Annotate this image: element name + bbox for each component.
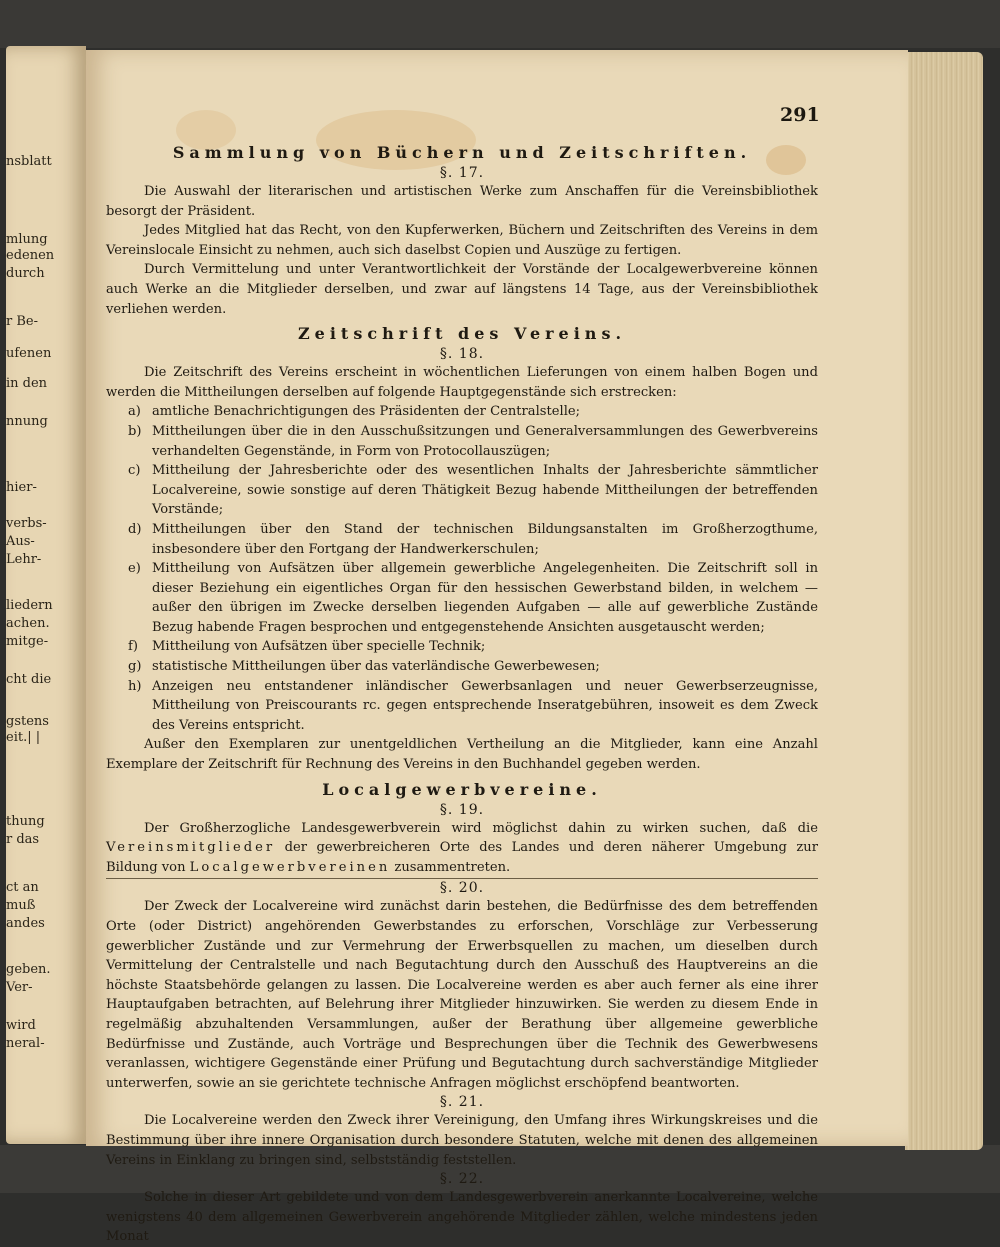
paragraph: Außer den Exemplaren zur unentgeldlichen Vertheilung an die Mitglieder, kann eine Anzahl Exemplare der Zeitschrift für Rechnung des Vereins in den Buchhandel gegeben werden.	[106, 737, 818, 773]
item-list	[106, 402, 818, 735]
left-page-fragment: ufenen	[6, 346, 52, 361]
left-page-fragment: thung	[6, 814, 45, 829]
left-page-fragment: wird	[6, 1018, 36, 1033]
text-run: zusammentreten.	[390, 859, 511, 875]
left-page-fragment: in den	[6, 376, 48, 391]
page-edge	[905, 52, 983, 1150]
item-text: amtliche Benachrichtigungen des Präsidenten der Centralstelle;	[152, 404, 581, 420]
item-text: Mittheilungen über den Stand der technischen Bildungsanstalten im Großherzogthume, insbesondere über den Fortgang der Handwerkerschulen;	[152, 521, 818, 557]
left-page-fragment: mitge-	[6, 634, 49, 649]
item-label: h)	[128, 678, 142, 694]
item-text: Mittheilungen über die in den Ausschußsitzungen und Generalversammlungen des Gewerbvereins verhandelten Gegenstände, in Form von Protocollauszügen;	[152, 423, 818, 459]
item-text: Mittheilung von Aufsätzen über specielle Technik;	[152, 639, 486, 655]
left-page-fragment: liedern	[6, 598, 53, 613]
paragraph: Die Localvereine werden den Zweck ihrer Vereinigung, den Umfang ihres Wirkungskreises und die Bestimmung über ihre innere Organisation durch besondere Statuten, welche mit denen des allgemeinen Vereins in Einklang zu bringen sind, selbstständig feststellen.	[106, 1113, 818, 1168]
left-page	[6, 46, 86, 1144]
left-page-fragment: muß	[6, 898, 36, 913]
item-label: a)	[128, 404, 141, 420]
left-page-fragment: andes	[6, 916, 45, 931]
list-item	[106, 422, 818, 461]
list-item	[106, 657, 818, 677]
item-label: e)	[128, 561, 141, 577]
left-page-fragment: mlung	[6, 232, 48, 247]
text-run: der gewerbreicheren Orte des Landes und deren näherer Umgebung zur Bildung von	[106, 840, 818, 875]
left-page-fragment: ct an	[6, 880, 39, 895]
item-label: b)	[128, 423, 142, 439]
section-heading: Localgewerbvereine.	[322, 779, 602, 799]
paragraph: Die Zeitschrift des Vereins erscheint in wöchentlichen Lieferungen von einem halben Bogen und werden die Mittheilungen derselben auf folgende Hauptgegenstände sich erstrecken:	[106, 365, 818, 400]
left-page-fragment: Ver-	[6, 980, 33, 995]
left-page-fragment: Aus-	[6, 534, 35, 549]
left-page-fragment: hier-	[6, 480, 37, 495]
paragraph-number: §. 17.	[439, 165, 485, 181]
text-run: Der Großherzogliche Landesgewerbverein wird möglichst dahin zu wirken suchen, daß die	[144, 820, 818, 836]
left-page-fragment: r Be-	[6, 314, 38, 329]
left-page-fragment: Lehr-	[6, 552, 42, 567]
left-page-fragment: edenen	[6, 248, 55, 263]
paragraph-number: §. 20.	[439, 880, 485, 897]
left-page-fragment: cht die	[6, 672, 52, 687]
paragraph: Die Auswahl der literarischen und artistischen Werke zum Anschaffen für die Vereinsbibliothek besorgt der Präsident.	[106, 184, 818, 219]
left-page-fragment: verbs-	[6, 516, 47, 531]
left-page-fragment: r das	[6, 832, 40, 847]
item-text: statistische Mittheilungen über das vaterländische Gewerbewesen;	[152, 659, 600, 675]
page-content	[106, 142, 818, 1247]
paragraph: Durch Vermittelung und unter Verantwortlichkeit der Vorstände der Localgewerbvereine können auch Werke an die Mitglieder derselben, und zwar auf längstens 14 Tage, aus der Vereinsbibliothek verliehen werden.	[106, 262, 818, 317]
spaced-term: Vereinsmitglieder	[106, 840, 276, 856]
item-label: f)	[128, 639, 138, 655]
paragraph: Solche in dieser Art gebildete und von dem Landesgewerbverein anerkannte Localvereine, welche wenigstens 40 dem allgemeinen Gewerbverein angehörende Mitglieder zählen, welche mindestens jeden Monat	[106, 1190, 818, 1245]
item-text: Mittheilung der Jahresberichte oder des wesentlichen Inhalts der Jahresberichte sämmtlicher Localvereine, sowie sonstige auf deren Thätigkeit Bezug habende Mittheilungen der betreffenden Vorstände;	[152, 463, 818, 518]
paragraph	[106, 819, 818, 878]
item-text: Anzeigen neu entstandener inländischer Gewerbsanlagen und neuer Gewerbserzeugnisse, Mittheilung von Preiscourants rc. gegen entsprechende Inseratgebühren, insoweit es dem Zweck des Vereins entspricht.	[152, 678, 818, 733]
left-page-fragment: eit.| |	[6, 730, 41, 745]
section-heading: Zeitschrift des Vereins.	[297, 324, 627, 344]
paragraph-number: §. 19.	[439, 801, 485, 818]
top-background	[0, 0, 1000, 48]
section-heading: Sammlung von Büchern und Zeitschriften.	[172, 143, 752, 162]
left-page-fragment: durch	[6, 266, 45, 281]
left-page-fragment: nnung	[6, 414, 48, 429]
list-item	[106, 402, 818, 422]
left-page-fragment: nsblatt	[6, 154, 52, 169]
paragraph-number: §. 21.	[439, 1094, 485, 1111]
left-page-fragment: achen.	[6, 616, 50, 631]
paragraph-number: §. 22.	[439, 1171, 485, 1188]
paragraph: Jedes Mitglied hat das Recht, von den Kupferwerken, Büchern und Zeitschriften des Vereins in dem Vereinslocale Einsicht zu nehmen, auch sich daselbst Copien und Auszüge zu fertigen.	[106, 223, 818, 258]
left-page-fragment: geben.	[6, 962, 51, 977]
item-text: Mittheilung von Aufsätzen über allgemein gewerbliche Angelegenheiten. Die Zeitschrift soll in dieser Beziehung ein eigentliches Organ für den hessischen Gewerbstand bilden, in welchem — außer den übrigen im Zwecke derselben liegenden Aufgaben — alle auf gewerbliche Zustände Bezug habende Fragen besprochen und entgegenstehende Ansichten ausgetauscht werden;	[152, 561, 818, 635]
paragraph: Der Zweck der Localvereine wird zunächst darin bestehen, die Bedürfnisse des dem betreffenden Orte (oder District) angehörenden Gewerbstandes zu erforschen, Vorschläge zur Verbesserung gewerblicher Zustände und zur Vermehrung der Erwerbsquellen zu machen, um dieselben durch Vermittelung der Centralstelle und nach Begutachtung durch den Ausschuß des Hauptvereins an die höchste Staatsbehörde gelangen zu lassen. Die Localvereine werden es aber auch ferner als eine ihrer Hauptaufgaben betrachten, auf Belehrung ihrer Mitglieder hinzuwirken. Sie werden zu diesem Ende in regelmäßig abzuhaltenden Versammlungen, außer der Berathung über allgemeine gewerbliche Bedürfnisse und Zustände, auch Vorträge und Besprechungen über die Technik des Gewerbwesens veranlassen, wichtigere Gegenstände einer Prüfung und Begutachtung durch sachverständige Mitglieder unterwerfen, sowie an sie gerichtete technische Anfragen möglichst erschöpfend beantworten.	[106, 899, 818, 1091]
list-item	[106, 559, 818, 637]
item-label: d)	[128, 521, 142, 537]
list-item	[106, 520, 818, 559]
list-item	[106, 637, 818, 657]
left-page-fragment: neral-	[6, 1036, 45, 1051]
item-label: g)	[128, 659, 142, 675]
item-label: c)	[128, 463, 141, 479]
spaced-term: Localgewerbvereinen	[189, 859, 391, 875]
list-item	[106, 461, 818, 520]
paragraph-number: §. 18.	[439, 346, 485, 363]
list-item	[106, 677, 818, 736]
left-page-fragment: gstens	[6, 714, 49, 729]
page-number: 291	[780, 104, 820, 126]
